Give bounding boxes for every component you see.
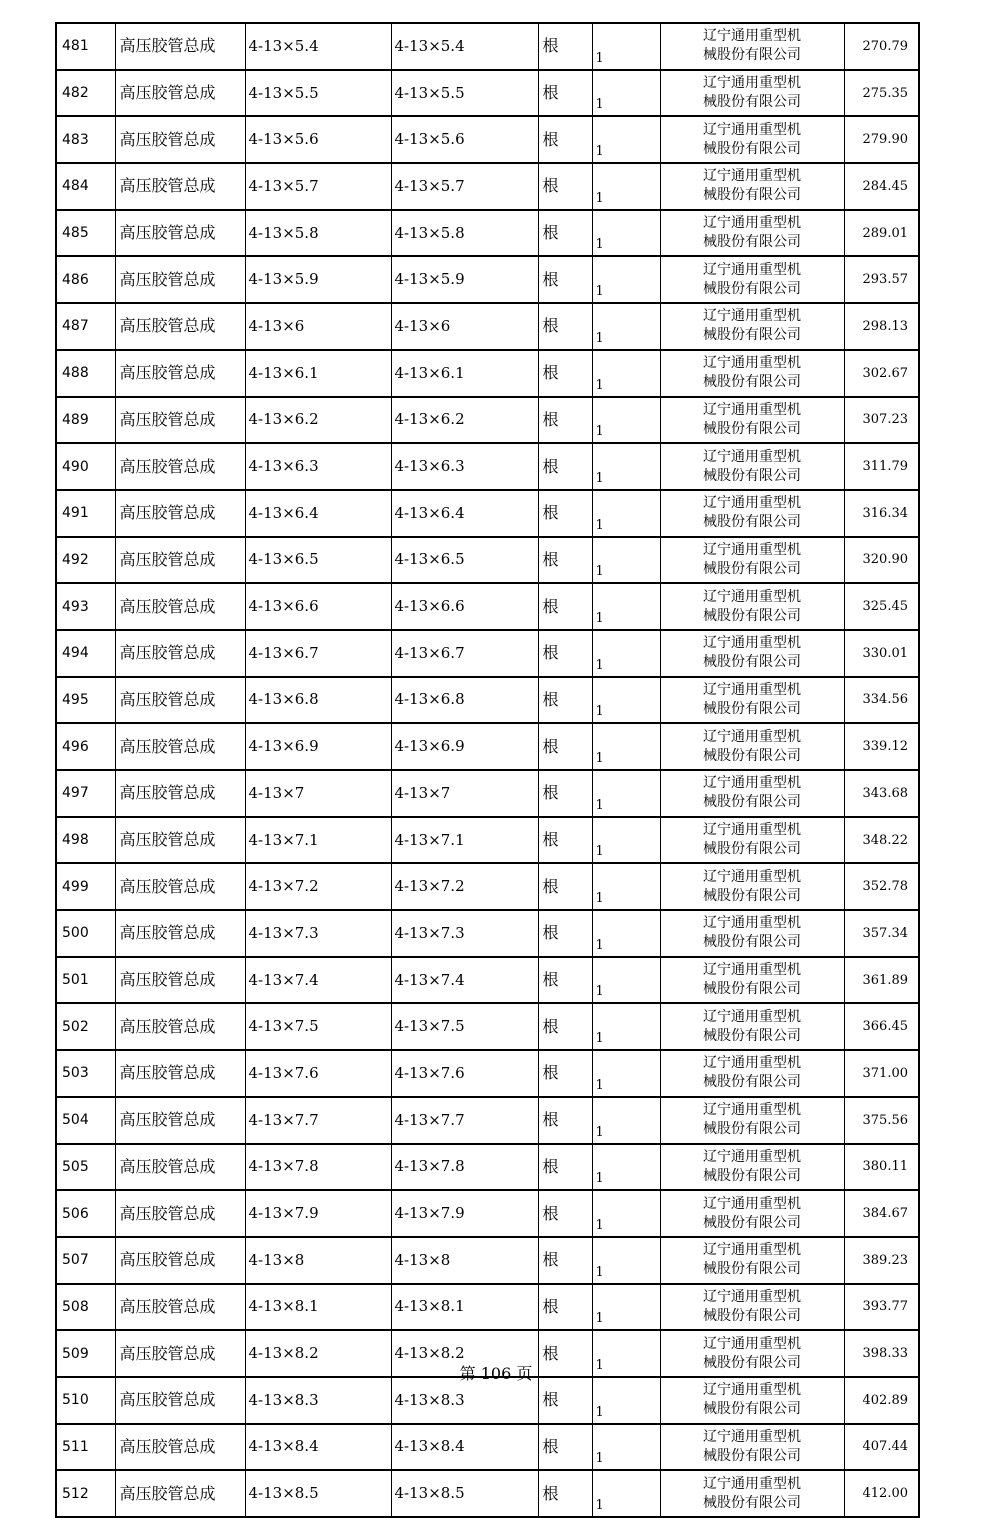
cell-number: 497 [56,770,115,817]
cell-product-name: 高压胶管总成 [115,723,245,770]
cell-spec: 4-13×7.1 [245,817,391,864]
table-row [56,583,919,630]
cell-unit: 根 [538,677,592,724]
cell-model: 4-13×6.9 [391,723,538,770]
table-row [56,1470,919,1517]
cell-price: 398.33 [844,1330,919,1377]
cell-unit: 根 [538,1190,592,1237]
cell-number: 500 [56,910,115,957]
price-table [55,22,920,1518]
cell-unit: 根 [538,817,592,864]
cell-manufacturer: 辽宁通用重型机械股份有限公司 [660,1097,844,1144]
cell-model: 4-13×6.8 [391,677,538,724]
cell-number: 483 [56,116,115,163]
cell-product-name: 高压胶管总成 [115,1097,245,1144]
cell-number: 509 [56,1330,115,1377]
cell-price: 371.00 [844,1050,919,1097]
cell-spec: 4-13×8.1 [245,1284,391,1331]
cell-model: 4-13×5.6 [391,116,538,163]
cell-quantity: 1 [592,537,660,584]
cell-number: 488 [56,350,115,397]
cell-price: 284.45 [844,163,919,210]
cell-unit: 根 [538,723,592,770]
cell-spec: 4-13×8.3 [245,1377,391,1424]
cell-quantity: 1 [592,910,660,957]
cell-price: 389.23 [844,1237,919,1284]
cell-manufacturer: 辽宁通用重型机械股份有限公司 [660,443,844,490]
cell-product-name: 高压胶管总成 [115,1144,245,1191]
cell-manufacturer: 辽宁通用重型机械股份有限公司 [660,770,844,817]
cell-product-name: 高压胶管总成 [115,1190,245,1237]
cell-quantity: 1 [592,630,660,677]
cell-quantity: 1 [592,1050,660,1097]
cell-product-name: 高压胶管总成 [115,677,245,724]
cell-model: 4-13×8.1 [391,1284,538,1331]
cell-model: 4-13×6.4 [391,490,538,537]
cell-model: 4-13×5.4 [391,23,538,70]
cell-manufacturer: 辽宁通用重型机械股份有限公司 [660,1144,844,1191]
cell-unit: 根 [538,1424,592,1471]
cell-model: 4-13×6.6 [391,583,538,630]
cell-product-name: 高压胶管总成 [115,23,245,70]
cell-price: 325.45 [844,583,919,630]
cell-unit: 根 [538,1377,592,1424]
cell-unit: 根 [538,490,592,537]
cell-manufacturer: 辽宁通用重型机械股份有限公司 [660,350,844,397]
cell-manufacturer: 辽宁通用重型机械股份有限公司 [660,210,844,257]
cell-spec: 4-13×6 [245,303,391,350]
cell-model: 4-13×6 [391,303,538,350]
cell-model: 4-13×7.7 [391,1097,538,1144]
table-row [56,490,919,537]
table-row [56,256,919,303]
cell-product-name: 高压胶管总成 [115,163,245,210]
cell-manufacturer: 辽宁通用重型机械股份有限公司 [660,863,844,910]
cell-manufacturer: 辽宁通用重型机械股份有限公司 [660,1284,844,1331]
cell-product-name: 高压胶管总成 [115,863,245,910]
cell-quantity: 1 [592,397,660,444]
cell-model: 4-13×6.1 [391,350,538,397]
cell-manufacturer: 辽宁通用重型机械股份有限公司 [660,957,844,1004]
page-number: 第 106 页 [459,1364,533,1383]
cell-quantity: 1 [592,1144,660,1191]
cell-unit: 根 [538,957,592,1004]
cell-product-name: 高压胶管总成 [115,443,245,490]
cell-spec: 4-13×6.4 [245,490,391,537]
cell-manufacturer: 辽宁通用重型机械股份有限公司 [660,910,844,957]
cell-price: 279.90 [844,116,919,163]
cell-number: 507 [56,1237,115,1284]
cell-price: 320.90 [844,537,919,584]
table-row [56,910,919,957]
cell-price: 270.79 [844,23,919,70]
cell-unit: 根 [538,1144,592,1191]
cell-quantity: 1 [592,163,660,210]
cell-product-name: 高压胶管总成 [115,256,245,303]
cell-quantity: 1 [592,770,660,817]
cell-model: 4-13×7 [391,770,538,817]
cell-spec: 4-13×6.8 [245,677,391,724]
cell-manufacturer: 辽宁通用重型机械股份有限公司 [660,1050,844,1097]
cell-unit: 根 [538,1284,592,1331]
cell-manufacturer: 辽宁通用重型机械股份有限公司 [660,1470,844,1517]
cell-unit: 根 [538,910,592,957]
cell-manufacturer: 辽宁通用重型机械股份有限公司 [660,23,844,70]
cell-price: 339.12 [844,723,919,770]
cell-price: 307.23 [844,397,919,444]
cell-model: 4-13×5.7 [391,163,538,210]
table-row [56,23,919,70]
cell-unit: 根 [538,350,592,397]
cell-spec: 4-13×6.1 [245,350,391,397]
cell-manufacturer: 辽宁通用重型机械股份有限公司 [660,537,844,584]
table-row [56,817,919,864]
cell-spec: 4-13×7.7 [245,1097,391,1144]
cell-spec: 4-13×6.5 [245,537,391,584]
cell-quantity: 1 [592,70,660,117]
cell-number: 498 [56,817,115,864]
table-row [56,630,919,677]
cell-number: 495 [56,677,115,724]
cell-quantity: 1 [592,1330,660,1377]
cell-unit: 根 [538,1330,592,1377]
cell-unit: 根 [538,770,592,817]
table-row [56,210,919,257]
cell-spec: 4-13×7.3 [245,910,391,957]
cell-unit: 根 [538,630,592,677]
cell-manufacturer: 辽宁通用重型机械股份有限公司 [660,1190,844,1237]
cell-number: 482 [56,70,115,117]
table-row [56,957,919,1004]
cell-model: 4-13×7.5 [391,1003,538,1050]
cell-unit: 根 [538,1237,592,1284]
table-row [56,1237,919,1284]
cell-number: 490 [56,443,115,490]
cell-product-name: 高压胶管总成 [115,303,245,350]
cell-spec: 4-13×5.8 [245,210,391,257]
cell-product-name: 高压胶管总成 [115,1424,245,1471]
cell-quantity: 1 [592,677,660,724]
cell-manufacturer: 辽宁通用重型机械股份有限公司 [660,490,844,537]
cell-manufacturer: 辽宁通用重型机械股份有限公司 [660,677,844,724]
cell-quantity: 1 [592,256,660,303]
cell-quantity: 1 [592,723,660,770]
cell-unit: 根 [538,256,592,303]
cell-number: 502 [56,1003,115,1050]
cell-quantity: 1 [592,350,660,397]
cell-quantity: 1 [592,863,660,910]
cell-unit: 根 [538,863,592,910]
cell-spec: 4-13×8.2 [245,1330,391,1377]
cell-spec: 4-13×7.2 [245,863,391,910]
cell-manufacturer: 辽宁通用重型机械股份有限公司 [660,397,844,444]
cell-model: 4-13×8.2 [391,1330,538,1377]
table-row [56,397,919,444]
cell-spec: 4-13×8 [245,1237,391,1284]
cell-price: 402.89 [844,1377,919,1424]
cell-unit: 根 [538,303,592,350]
cell-product-name: 高压胶管总成 [115,770,245,817]
cell-unit: 根 [538,23,592,70]
cell-number: 511 [56,1424,115,1471]
cell-spec: 4-13×7.9 [245,1190,391,1237]
cell-number: 491 [56,490,115,537]
cell-spec: 4-13×5.9 [245,256,391,303]
cell-price: 316.34 [844,490,919,537]
cell-manufacturer: 辽宁通用重型机械股份有限公司 [660,116,844,163]
cell-model: 4-13×5.5 [391,70,538,117]
cell-number: 493 [56,583,115,630]
cell-spec: 4-13×7.5 [245,1003,391,1050]
cell-unit: 根 [538,70,592,117]
cell-manufacturer: 辽宁通用重型机械股份有限公司 [660,1424,844,1471]
cell-spec: 4-13×7.6 [245,1050,391,1097]
cell-spec: 4-13×6.6 [245,583,391,630]
cell-spec: 4-13×6.2 [245,397,391,444]
cell-model: 4-13×7.1 [391,817,538,864]
cell-number: 504 [56,1097,115,1144]
cell-product-name: 高压胶管总成 [115,537,245,584]
cell-model: 4-13×7.2 [391,863,538,910]
cell-price: 302.67 [844,350,919,397]
cell-price: 393.77 [844,1284,919,1331]
cell-price: 407.44 [844,1424,919,1471]
cell-unit: 根 [538,163,592,210]
cell-product-name: 高压胶管总成 [115,397,245,444]
cell-manufacturer: 辽宁通用重型机械股份有限公司 [660,1377,844,1424]
cell-number: 489 [56,397,115,444]
cell-price: 348.22 [844,817,919,864]
cell-product-name: 高压胶管总成 [115,1237,245,1284]
cell-spec: 4-13×5.5 [245,70,391,117]
cell-manufacturer: 辽宁通用重型机械股份有限公司 [660,1330,844,1377]
cell-number: 505 [56,1144,115,1191]
cell-unit: 根 [538,443,592,490]
cell-price: 330.01 [844,630,919,677]
table-body [56,23,919,1517]
cell-number: 499 [56,863,115,910]
cell-number: 506 [56,1190,115,1237]
table-row [56,1003,919,1050]
cell-price: 334.56 [844,677,919,724]
cell-unit: 根 [538,397,592,444]
cell-quantity: 1 [592,23,660,70]
table-row [56,770,919,817]
cell-unit: 根 [538,210,592,257]
cell-number: 494 [56,630,115,677]
cell-spec: 4-13×6.3 [245,443,391,490]
cell-price: 311.79 [844,443,919,490]
cell-product-name: 高压胶管总成 [115,210,245,257]
cell-spec: 4-13×5.6 [245,116,391,163]
cell-price: 275.35 [844,70,919,117]
cell-number: 484 [56,163,115,210]
cell-model: 4-13×7.6 [391,1050,538,1097]
cell-product-name: 高压胶管总成 [115,1050,245,1097]
cell-price: 343.68 [844,770,919,817]
cell-spec: 4-13×8.5 [245,1470,391,1517]
cell-quantity: 1 [592,210,660,257]
cell-quantity: 1 [592,1237,660,1284]
cell-manufacturer: 辽宁通用重型机械股份有限公司 [660,1237,844,1284]
cell-price: 289.01 [844,210,919,257]
cell-model: 4-13×7.8 [391,1144,538,1191]
cell-quantity: 1 [592,1003,660,1050]
cell-price: 293.57 [844,256,919,303]
cell-price: 380.11 [844,1144,919,1191]
cell-manufacturer: 辽宁通用重型机械股份有限公司 [660,583,844,630]
cell-number: 508 [56,1284,115,1331]
cell-number: 486 [56,256,115,303]
cell-product-name: 高压胶管总成 [115,583,245,630]
cell-product-name: 高压胶管总成 [115,957,245,1004]
cell-manufacturer: 辽宁通用重型机械股份有限公司 [660,163,844,210]
cell-price: 357.34 [844,910,919,957]
cell-price: 384.67 [844,1190,919,1237]
cell-price: 412.00 [844,1470,919,1517]
cell-model: 4-13×7.9 [391,1190,538,1237]
cell-number: 510 [56,1377,115,1424]
cell-number: 487 [56,303,115,350]
table-row [56,116,919,163]
table-row [56,163,919,210]
cell-manufacturer: 辽宁通用重型机械股份有限公司 [660,1003,844,1050]
cell-spec: 4-13×5.4 [245,23,391,70]
cell-quantity: 1 [592,303,660,350]
cell-product-name: 高压胶管总成 [115,1377,245,1424]
cell-model: 4-13×6.7 [391,630,538,677]
table-row [56,863,919,910]
table-row [56,350,919,397]
cell-manufacturer: 辽宁通用重型机械股份有限公司 [660,817,844,864]
table-row [56,1097,919,1144]
cell-quantity: 1 [592,1284,660,1331]
cell-manufacturer: 辽宁通用重型机械股份有限公司 [660,70,844,117]
cell-model: 4-13×8.5 [391,1470,538,1517]
cell-unit: 根 [538,116,592,163]
cell-product-name: 高压胶管总成 [115,1003,245,1050]
cell-unit: 根 [538,1050,592,1097]
cell-spec: 4-13×6.7 [245,630,391,677]
cell-product-name: 高压胶管总成 [115,116,245,163]
cell-quantity: 1 [592,1190,660,1237]
table-row [56,1144,919,1191]
cell-model: 4-13×6.2 [391,397,538,444]
cell-number: 496 [56,723,115,770]
cell-unit: 根 [538,1097,592,1144]
cell-product-name: 高压胶管总成 [115,817,245,864]
cell-model: 4-13×5.9 [391,256,538,303]
cell-manufacturer: 辽宁通用重型机械股份有限公司 [660,303,844,350]
cell-model: 4-13×8 [391,1237,538,1284]
cell-product-name: 高压胶管总成 [115,350,245,397]
cell-model: 4-13×8.4 [391,1424,538,1471]
cell-unit: 根 [538,1470,592,1517]
cell-quantity: 1 [592,1377,660,1424]
cell-model: 4-13×7.4 [391,957,538,1004]
cell-unit: 根 [538,537,592,584]
cell-unit: 根 [538,583,592,630]
table-row [56,537,919,584]
cell-price: 366.45 [844,1003,919,1050]
table-row [56,723,919,770]
table-row [56,677,919,724]
table-row [56,1424,919,1471]
cell-quantity: 1 [592,957,660,1004]
cell-quantity: 1 [592,817,660,864]
table-row [56,1284,919,1331]
cell-model: 4-13×5.8 [391,210,538,257]
cell-product-name: 高压胶管总成 [115,1330,245,1377]
cell-product-name: 高压胶管总成 [115,1284,245,1331]
cell-price: 352.78 [844,863,919,910]
cell-manufacturer: 辽宁通用重型机械股份有限公司 [660,723,844,770]
cell-spec: 4-13×5.7 [245,163,391,210]
table-row [56,70,919,117]
cell-model: 4-13×8.3 [391,1377,538,1424]
cell-product-name: 高压胶管总成 [115,490,245,537]
cell-spec: 4-13×8.4 [245,1424,391,1471]
cell-product-name: 高压胶管总成 [115,910,245,957]
cell-spec: 4-13×7.8 [245,1144,391,1191]
cell-number: 485 [56,210,115,257]
cell-spec: 4-13×7 [245,770,391,817]
cell-number: 481 [56,23,115,70]
cell-price: 375.56 [844,1097,919,1144]
cell-quantity: 1 [592,583,660,630]
table-row [56,1190,919,1237]
table-row [56,303,919,350]
cell-spec: 4-13×7.4 [245,957,391,1004]
cell-product-name: 高压胶管总成 [115,630,245,677]
cell-spec: 4-13×6.9 [245,723,391,770]
cell-quantity: 1 [592,490,660,537]
cell-quantity: 1 [592,1470,660,1517]
cell-number: 492 [56,537,115,584]
cell-quantity: 1 [592,1097,660,1144]
cell-quantity: 1 [592,1424,660,1471]
cell-model: 4-13×6.5 [391,537,538,584]
cell-model: 4-13×6.3 [391,443,538,490]
cell-price: 361.89 [844,957,919,1004]
cell-price: 298.13 [844,303,919,350]
cell-quantity: 1 [592,116,660,163]
cell-manufacturer: 辽宁通用重型机械股份有限公司 [660,630,844,677]
table-row [56,443,919,490]
cell-quantity: 1 [592,443,660,490]
cell-product-name: 高压胶管总成 [115,70,245,117]
cell-number: 503 [56,1050,115,1097]
cell-unit: 根 [538,1003,592,1050]
cell-model: 4-13×7.3 [391,910,538,957]
cell-number: 501 [56,957,115,1004]
cell-manufacturer: 辽宁通用重型机械股份有限公司 [660,256,844,303]
cell-product-name: 高压胶管总成 [115,1470,245,1517]
cell-number: 512 [56,1470,115,1517]
table-row [56,1050,919,1097]
